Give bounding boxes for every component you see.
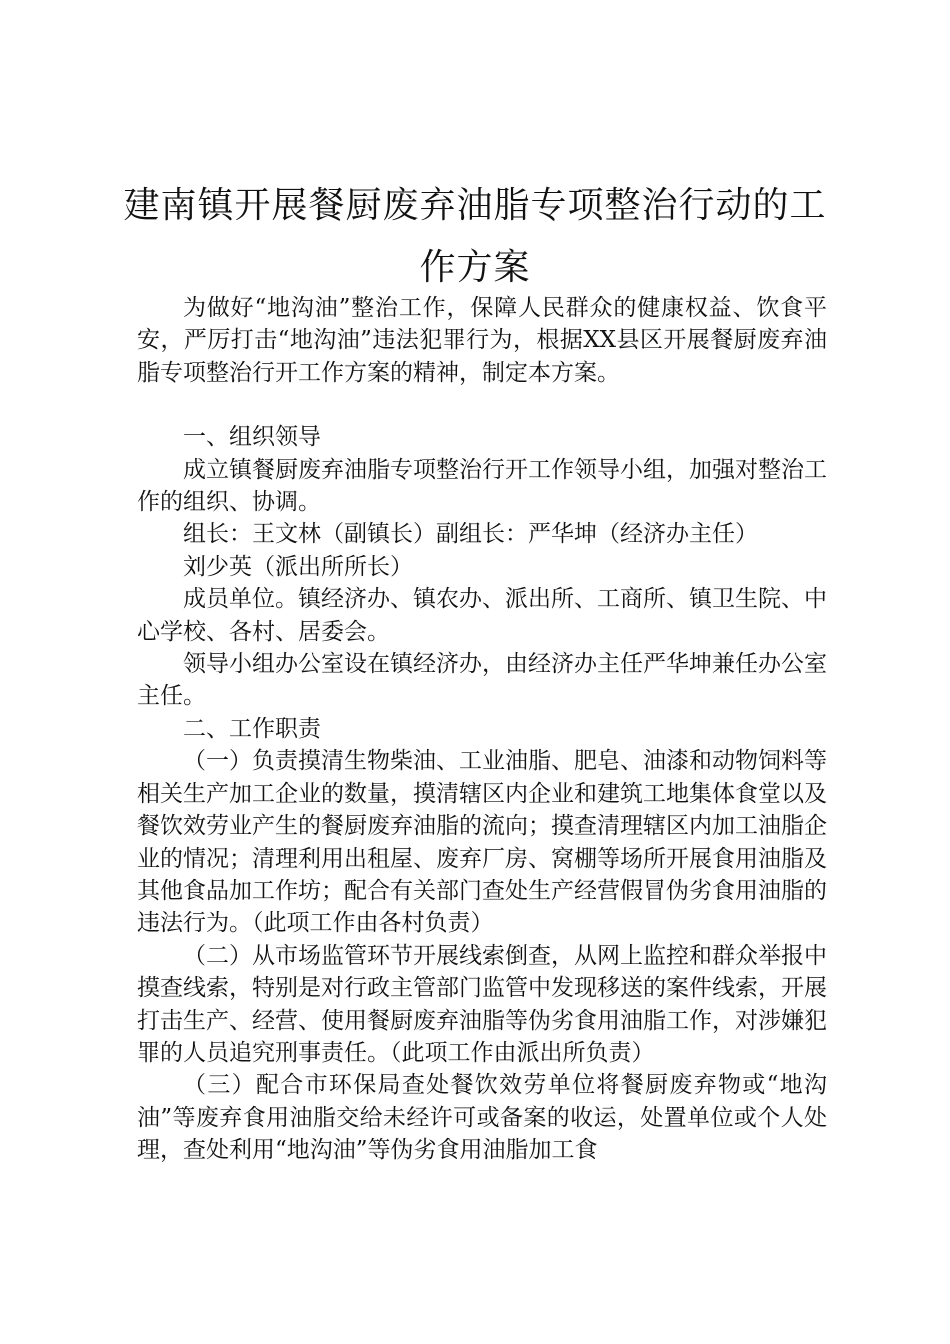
body-paragraph-leaders: 组长：王文林（副镇长）副组长：严华坤（经济办主任）: [183, 521, 758, 548]
section-heading-organization: 一、组织领导: [183, 424, 321, 451]
section-heading-duties: 二、工作职责: [183, 715, 321, 742]
body-paragraph-members: 成员单位。镇经济办、镇农办、派出所、工商所、镇卫生院、中心学校、各村、居委会。: [137, 586, 827, 645]
duty-paragraph-3: （三）配合市环保局查处餐饮效劳单位将餐厨废弃物或“地沟油”等废弃食用油脂交给未经许可或备案的收运，处置单位或个人处理，查处利用“地沟油”等伪劣食用油脂加工食: [137, 1072, 827, 1164]
body-paragraph: 成立镇餐厨废弃油脂专项整治行开工作领导小组，加强对整治工作的组织、协调。: [137, 456, 827, 516]
document-body: [137, 292, 827, 1167]
body-paragraph-deputy: 刘少英（派出所所长）: [183, 553, 413, 580]
body-paragraph-office: 领导小组办公室设在镇经济办，由经济办主任严华坤兼任办公室主任。: [137, 651, 827, 710]
document-title: 建南镇开展餐厨废弃油脂专项整治行动的工作方案: [123, 185, 827, 288]
intro-paragraph: 为做好“地沟油”整治工作，保障人民群众的健康权益、饮食平安，严厉打击“地沟油”违法犯罪行为，根据XX县区开展餐厨废弃油脂专项整治行开工作方案的精神，制定本方案。: [137, 295, 827, 386]
paragraph-gap: [137, 389, 827, 421]
duty-paragraph-2: （二）从市场监管环节开展线索倒查，从网上监控和群众举报中摸查线索，特别是对行政主管部门监管中发现移送的案件线索，开展打击生产、经营、使用餐厨废弃油脂等伪劣食用油脂工作，对涉嫌犯罪的人员追究刑事责任。（此项工作由派出所负责）: [137, 942, 827, 1066]
duty-paragraph-1: （一）负责摸清生物柴油、工业油脂、肥皂、油漆和动物饲料等相关生产加工企业的数量，摸清辖区内企业和建筑工地集体食堂以及餐饮效劳业产生的餐厨废弃油脂的流向；摸查清理辖区内加工油脂企业的情况；清理利用出租屋、废弃厂房、窝棚等场所开展食用油脂及其他食品加工作坊；配合有关部门查处生产经营假冒伪劣食用油脂的违法行为。（此项工作由各村负责）: [137, 748, 827, 937]
